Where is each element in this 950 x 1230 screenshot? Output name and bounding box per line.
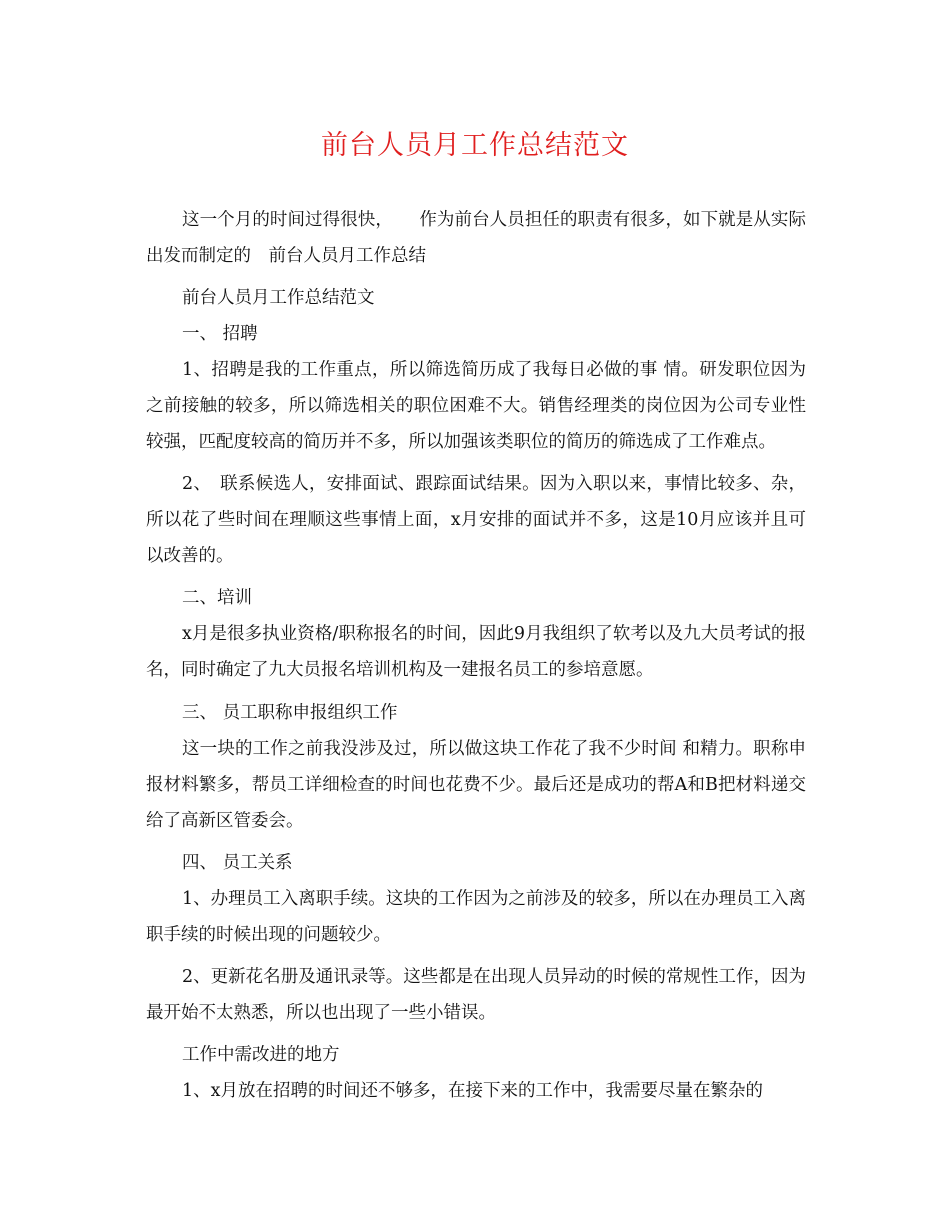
section-heading-employee-relations: 四、 员工关系: [182, 852, 293, 873]
employee-relations-item-1: 1、办理员工入离职手续。这块的工作因为之前涉及的较多，所以在办理员工入离职手续的时候出现的问题较少。: [146, 888, 806, 945]
section-heading-recruiting: 一、 招聘: [182, 324, 258, 345]
document-title: 前台人员月工作总结范文: [321, 130, 629, 161]
training-paragraph: x月是很多执业资格/职称报名的时间，因此9月我组织了软考以及九大员考试的报名，同时确定了九大员报名培训机构及一建报名员工的参培意愿。: [146, 624, 806, 681]
intro-paragraph: 这一个月的时间过得很快， 作为前台人员担任的职责有很多，如下就是从实际出发而制定的 前台人员月工作总结: [146, 210, 806, 266]
section-heading-title-application: 三、 员工职称申报组织工作: [182, 702, 398, 723]
recruiting-item-1: 1、招聘是我的工作重点，所以筛选简历成了我每日必做的事 情。研发职位因为之前接触的较多，所以筛选相关的职位困难不大。销售经理类的岗位因为公司专业性较强，匹配度较高的简历并不多，所以加强该类职位的简历的筛选成了工作难点。: [146, 360, 806, 453]
subtitle-paragraph: 前台人员月工作总结范文: [182, 288, 375, 309]
section-heading-improvements: 工作中需改进的地方: [182, 1044, 340, 1065]
employee-relations-item-2: 2、更新花名册及通讯录等。这些都是在出现人员异动的时候的常规性工作，因为最开始不太熟悉，所以也出现了一些小错误。: [146, 966, 806, 1023]
document-body: [146, 202, 806, 1115]
recruiting-item-2: 2、 联系候选人，安排面试、跟踪面试结果。因为入职以来，事情比较多、杂，所以花了些时间在理顺这些事情上面，x月安排的面试并不多，这是10月应该并且可以改善的。: [146, 474, 806, 567]
section-heading-training: 二、培训: [182, 588, 252, 609]
improvements-item-1: 1、x月放在招聘的时间还不够多，在接下来的工作中，我需要尽量在繁杂的: [182, 1080, 764, 1101]
title-application-paragraph: 这一块的工作之前我没涉及过，所以做这块工作花了我不少时间 和精力。职称申报材料繁多，帮员工详细检查的时间也花费不少。最后还是成功的帮A和B把材料递交给了高新区管委会。: [146, 738, 806, 831]
